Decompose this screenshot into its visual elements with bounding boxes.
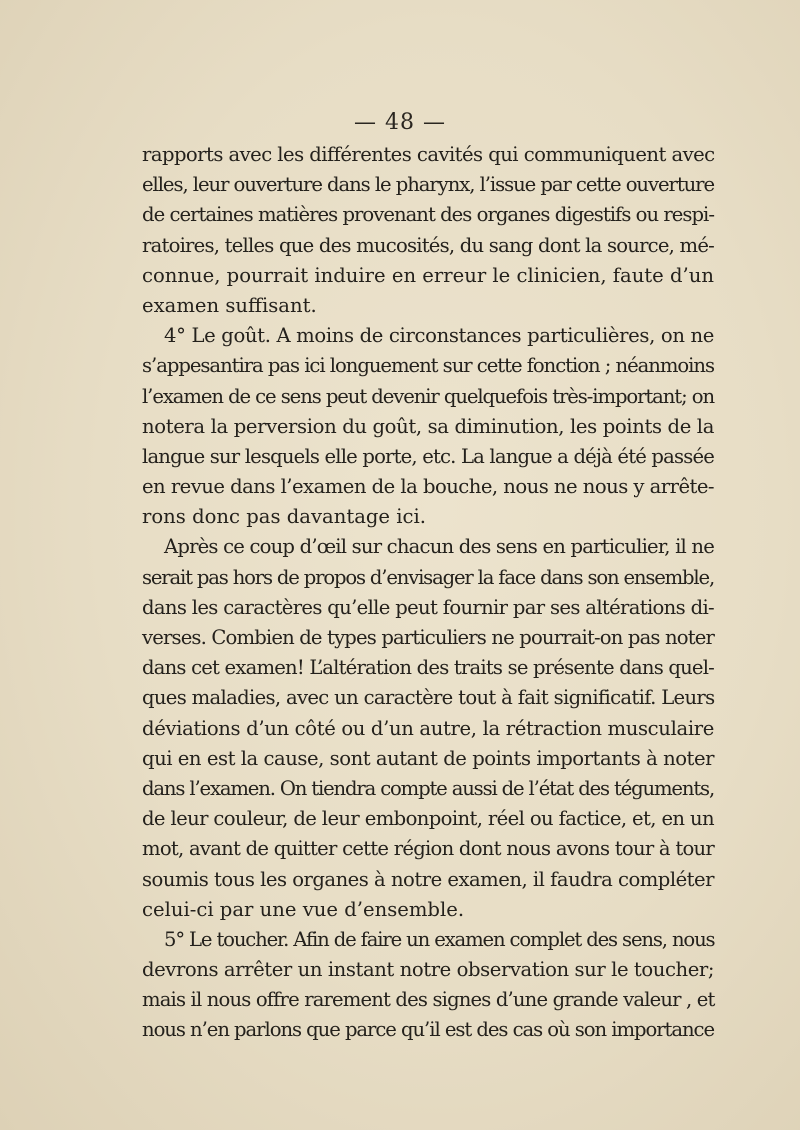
text-line: déviations d’un côté ou d’un autre, la rétraction musculaire xyxy=(142,716,714,740)
text-line: mais il nous offre rarement des signes d’une grande valeur , et xyxy=(142,988,715,1012)
text-line: devrons arrêter un instant notre observation sur le toucher; xyxy=(142,958,715,982)
text-line: dans cet examen! L’altération des traits se présente dans quel- xyxy=(142,656,714,680)
text-line: mot, avant de quitter cette région dont nous avons tour à tour xyxy=(142,837,714,861)
text-line: 4° Le goût. A moins de circonstances particulières, on ne xyxy=(164,324,714,348)
text-line: ques maladies, avec un caractère tout à fait significatif. Leurs xyxy=(142,686,715,710)
text-line: notera la perversion du goût, sa diminution, les points de la xyxy=(142,414,715,438)
text-line: s’appesantira pas ici longuement sur cette fonction ; néanmoins xyxy=(142,354,714,378)
text-line: l’examen de ce sens peut devenir quelquefois très-important; on xyxy=(142,384,714,408)
text-line: 5° Le toucher. Afin de faire un examen complet des sens, nous xyxy=(164,927,715,951)
text-line: dans les caractères qu’elle peut fournir par ses altérations di- xyxy=(142,595,714,619)
text-line: serait pas hors de propos d’envisager la face dans son ensemble, xyxy=(142,565,714,589)
text-line: de leur couleur, de leur embonpoint, réel ou factice, et, en un xyxy=(142,807,714,831)
text-line: soumis tous les organes à notre examen, il faudra compléter xyxy=(142,867,714,891)
text-line: qui en est la cause, sont autant de points importants à noter xyxy=(142,746,714,770)
text-line: de certaines matières provenant des organes digestifs ou respi- xyxy=(142,203,714,227)
text-line: examen suffisant. xyxy=(142,293,317,317)
text-line: elles, leur ouverture dans le pharynx, l’issue par cette ouverture xyxy=(142,173,715,197)
text-line: Après ce coup d’œil sur chacun des sens en particulier, il ne xyxy=(164,535,715,559)
text-line: dans l’examen. On tiendra compte aussi de l’état des téguments, xyxy=(142,776,715,800)
text-line: nous n’en parlons que parce qu’il est des cas où son importance xyxy=(142,1018,714,1042)
text-line: langue sur lesquels elle porte, etc. La langue a déjà été passée xyxy=(142,444,714,468)
text-line: connue, pourrait induire en erreur le clinicien, faute d’un xyxy=(142,263,714,287)
text-line: verses. Combien de types particuliers ne pourrait-on pas noter xyxy=(142,626,714,649)
text-line: en revue dans l’examen de la bouche, nous ne nous y arrête- xyxy=(142,475,715,499)
page-number: — 48 — xyxy=(354,110,446,135)
text-line: rapports avec les différentes cavités qui communiquent avec xyxy=(142,143,715,166)
body-text xyxy=(142,140,714,1046)
text-line: ratoires, telles que des mucosités, du sang dont la source, mé- xyxy=(142,233,714,257)
text-line: rons donc pas davantage ici. xyxy=(142,505,426,529)
text-line: celui-ci par une vue d’ensemble. xyxy=(142,897,465,921)
